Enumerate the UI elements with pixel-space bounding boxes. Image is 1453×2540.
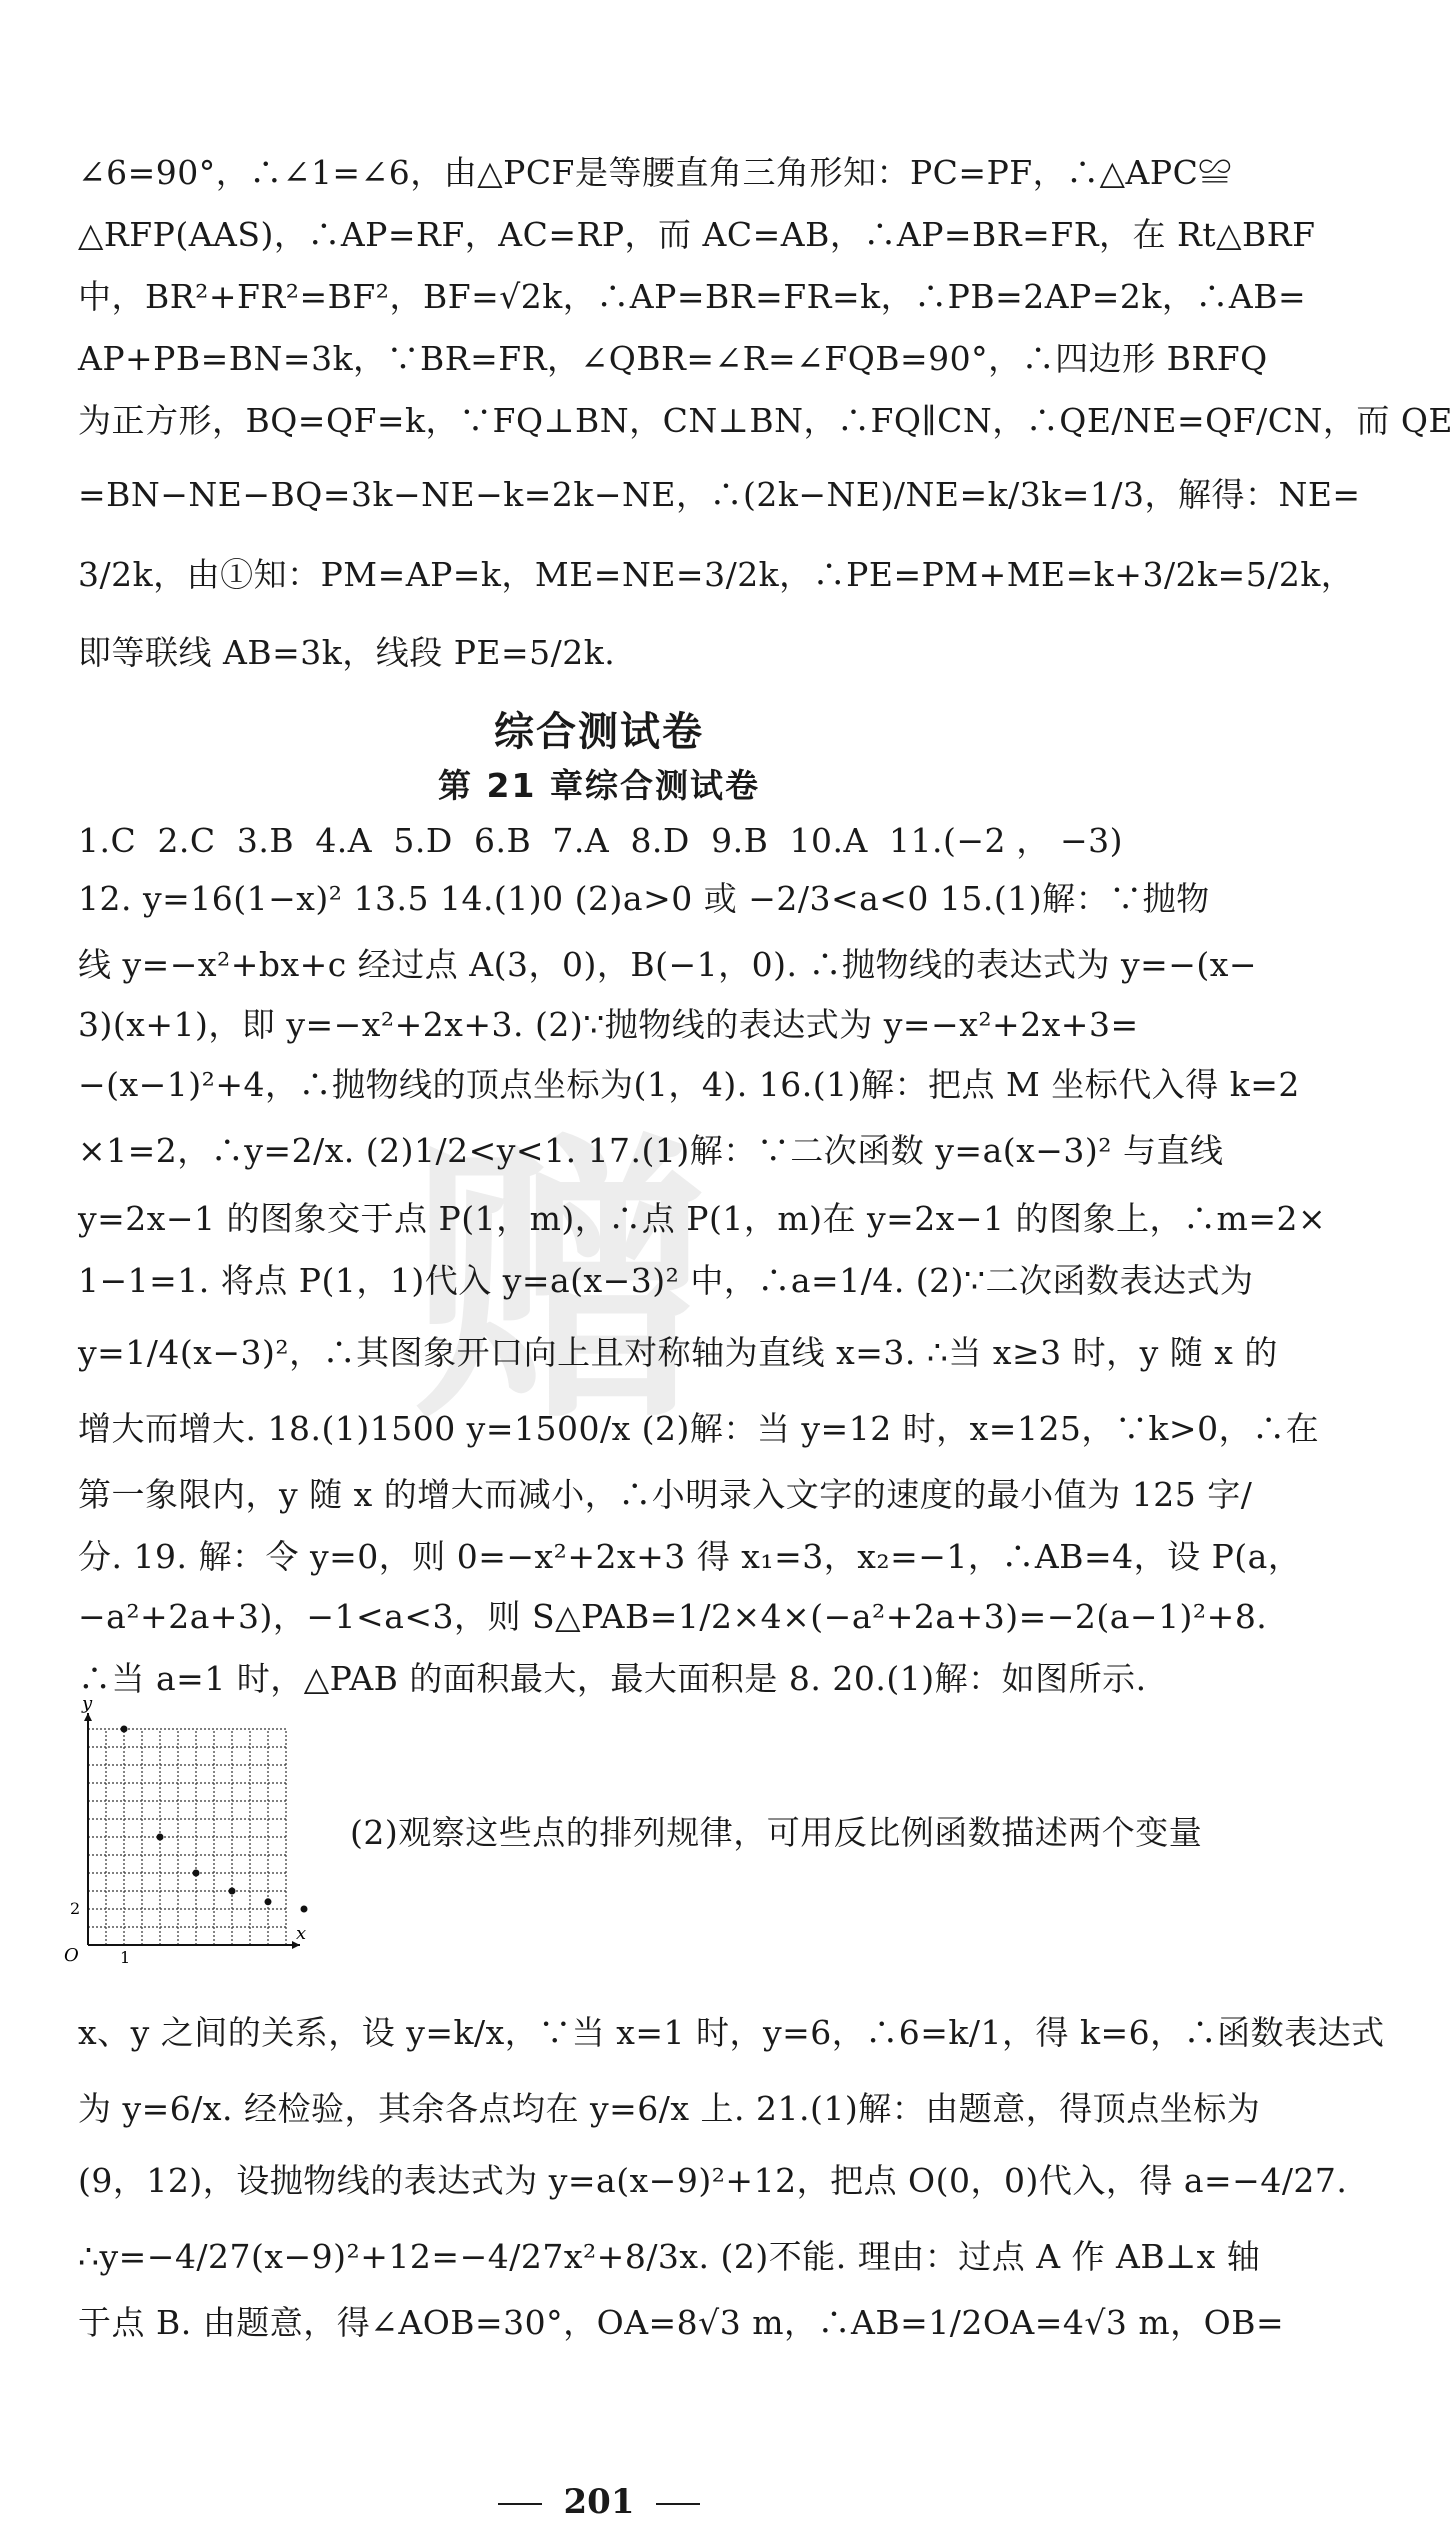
data-point [229,1888,236,1895]
text-line: 为正方形，BQ=QF=k，∵FQ⊥BN，CN⊥BN，∴FQ∥CN，∴QE/NE=QF/CN，而 QE [78,401,1453,440]
text-line: 1.C 2.C 3.B 4.A 5.D 6.B 7.A 8.D 9.B 10.A 11.(−2，−3) [78,821,1123,860]
text-line: =BN−NE−BQ=3k−NE−k=2k−NE，∴(2k−NE)/NE=k/3k=1/3，解得：NE= [78,475,1361,514]
page-number [0,2482,1198,2522]
text-line: 分. 19. 解：令 y=0，则 0=−x²+2x+3 得 x₁=3，x₂=−1，∴AB=4，设 P(a， [78,1537,1302,1576]
page-number-text: 201 [563,2482,635,2522]
section-title: 综合测试卷 [494,709,704,755]
text-line: (2)观察这些点的排列规律，可用反比例函数描述两个变量 [350,1813,1203,1852]
dash-right [656,2503,700,2505]
data-point [157,1834,164,1841]
text-line: y=1/4(x−3)²，∴其图象开口向上且对称轴为直线 x=3. ∴当 x≥3 时，y 随 x 的 [78,1333,1278,1372]
text-line: 3)(x+1)，即 y=−x²+2x+3. (2)∵抛物线的表达式为 y=−x²+2x+3= [78,1005,1139,1044]
grid-svg [60,1695,330,1965]
data-point [193,1870,200,1877]
text-line: ×1=2，∴y=2/x. (2)1/2<y<1. 17.(1)解：∵二次函数 y=a(x−3)² 与直线 [78,1131,1224,1170]
text-line: −(x−1)²+4，∴抛物线的顶点坐标为(1，4). 16.(1)解：把点 M 坐标代入得 k=2 [78,1065,1300,1104]
text-line: 增大而增大. 18.(1)1500 y=1500/x (2)解：当 y=12 时，x=125，∵k>0，∴在 [78,1409,1320,1448]
text-line: 中，BR²+FR²=BF²，BF=√2k，∴AP=BR=FR=k，∴PB=2AP=2k，∴AB= [78,277,1307,316]
text-line: −a²+2a+3)，−1<a<3，则 S△PAB=1/2×4×(−a²+2a+3)=−2(a−1)²+8. [78,1597,1268,1636]
text-line: 于点 B. 由题意，得∠AOB=30°，OA=8√3 m，∴AB=1/2OA=4√3 m，OB= [78,2303,1285,2342]
text-line: 即等联线 AB=3k，线段 PE=5/2k. [78,633,616,672]
text-line: ∴当 a=1 时，△PAB 的面积最大，最大面积是 8. 20.(1)解：如图所示. [78,1659,1147,1698]
x-axis-label: x [296,1923,307,1944]
x-tick-label: 1 [120,1948,131,1967]
y-axis-arrow [84,1713,92,1721]
text-line: ∴y=−4/27(x−9)²+12=−4/27x²+8/3x. (2)不能. 理由：过点 A 作 AB⊥x 轴 [78,2237,1261,2276]
data-point [265,1898,272,1905]
chapter-title: 第 21 章综合测试卷 [438,766,760,805]
text-line: 12. y=16(1−x)² 13.5 14.(1)0 (2)a>0 或 −2/3<a<0 15.(1)解：∵抛物 [78,879,1210,918]
text-line: 第一象限内，y 随 x 的增大而减小，∴小明录入文字的速度的最小值为 125 字/ [78,1475,1253,1514]
data-point [301,1906,308,1913]
text-line: 3/2k，由①知：PM=AP=k，ME=NE=3/2k，∴PE=PM+ME=k+3/2k=5/2k， [78,555,1355,594]
text-line: 1−1=1. 将点 P(1，1)代入 y=a(x−3)² 中，∴a=1/4. (2)∵二次函数表达式为 [78,1261,1254,1300]
point-grid-figure [60,1695,330,1965]
text-line: (9，12)，设抛物线的表达式为 y=a(x−9)²+12，把点 O(0，0)代入，得 a=−4/27. [78,2161,1348,2200]
y-tick-label: 2 [70,1899,81,1918]
text-line: △RFP(AAS)，∴AP=RF，AC=RP，而 AC=AB，∴AP=BR=FR，在 Rt△BRF [78,215,1316,254]
data-point [121,1726,128,1733]
dash-left [498,2503,542,2505]
origin-label: O [64,1945,79,1966]
watermark: 赠 [410,1110,710,1459]
text-line: 线 y=−x²+bx+c 经过点 A(3，0)，B(−1，0). ∴抛物线的表达式为 y=−(x− [78,945,1258,984]
text-line: AP+PB=BN=3k，∵BR=FR，∠QBR=∠R=∠FQB=90°，∴四边形 BRFQ [78,339,1268,378]
text-line: y=2x−1 的图象交于点 P(1，m)，∴点 P(1，m)在 y=2x−1 的图象上，∴m=2× [78,1199,1327,1238]
y-axis-label: y [82,1693,93,1714]
text-line: ∠6=90°，∴∠1=∠6，由△PCF是等腰直角三角形知：PC=PF，∴△APC≌ [78,153,1232,192]
text-line: x、y 之间的关系，设 y=k/x，∵当 x=1 时，y=6，∴6=k/1，得 k=6，∴函数表达式 [78,2013,1385,2052]
text-line: 为 y=6/x. 经检验，其余各点均在 y=6/x 上. 21.(1)解：由题意，得顶点坐标为 [78,2089,1261,2128]
